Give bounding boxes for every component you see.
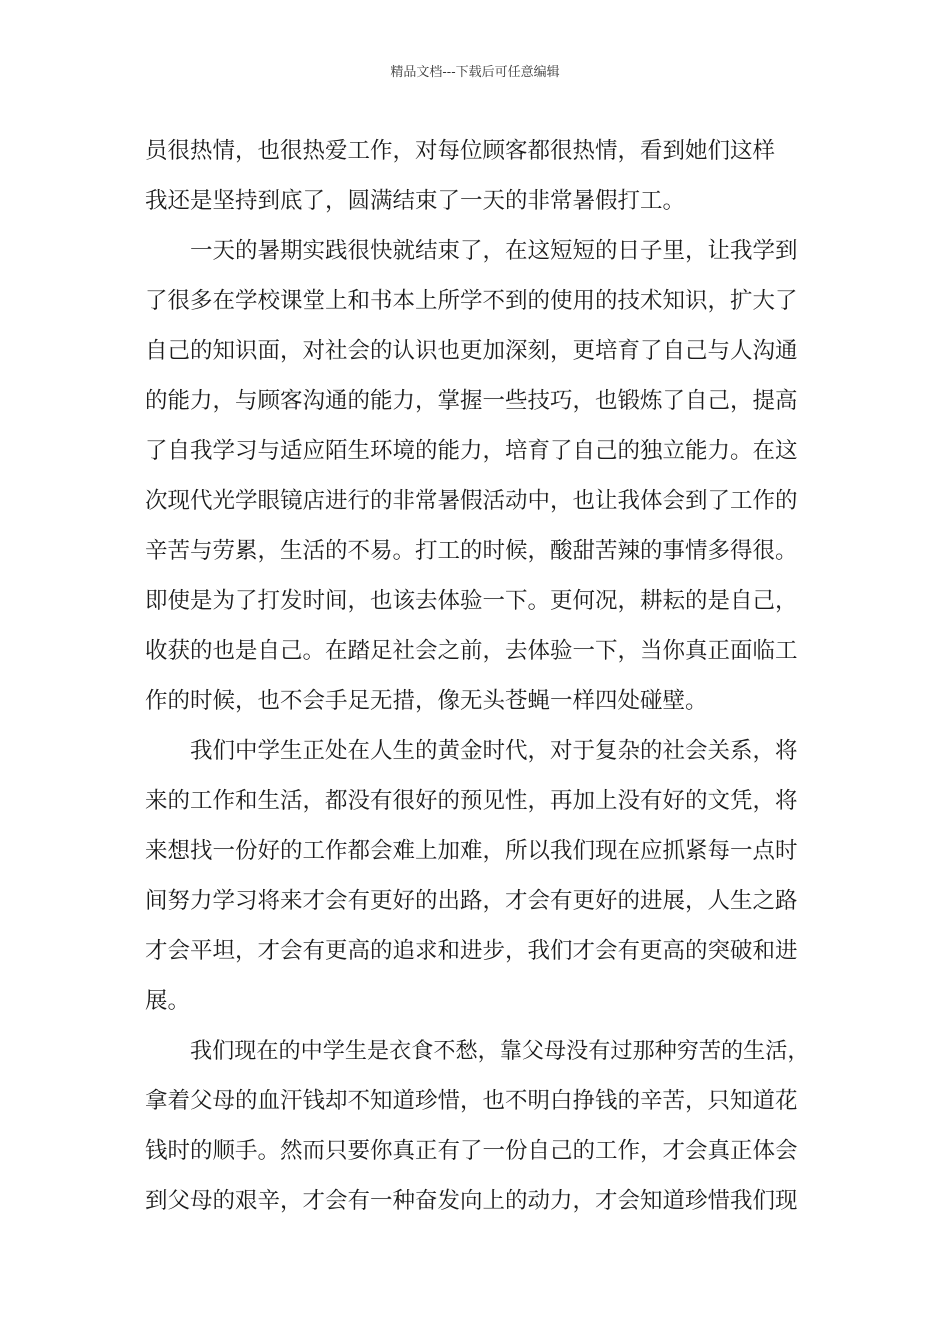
text-line: 员很热情，也很热爱工作，对每位顾客都很热情，看到她们这样 <box>145 138 776 164</box>
text-line: 我还是坚持到底了，圆满结束了一天的非常暑假打工。 <box>145 188 686 214</box>
text-line: 作的时候，也不会手足无措，像无头苍蝇一样四处碰壁。 <box>145 688 708 714</box>
text-line: 了很多在学校课堂上和书本上所学不到的使用的技术知识，扩大了 <box>145 288 798 314</box>
text-line: 才会平坦，才会有更高的追求和进步，我们才会有更高的突破和进 <box>145 938 798 964</box>
page-header: 精品文档---下载后可任意编辑 <box>390 65 560 80</box>
text-line: 了自我学习与适应陌生环境的能力，培育了自己的独立能力。在这 <box>145 438 798 464</box>
text-line: 一天的暑期实践很快就结束了，在这短短的日子里，让我学到 <box>190 238 798 264</box>
text-line: 我们现在的中学生是衣食不愁，靠父母没有过那种穷苦的生活， <box>190 1038 810 1064</box>
text-line: 钱时的顺手。然而只要你真正有了一份自己的工作，才会真正体会 <box>145 1138 798 1164</box>
text-line: 即使是为了打发时间，也该去体验一下。更何况，耕耘的是自己， <box>145 588 798 614</box>
text-line: 我们中学生正处在人生的黄金时代，对于复杂的社会关系，将 <box>190 738 798 764</box>
text-line: 收获的也是自己。在踏足社会之前，去体验一下，当你真正面临工 <box>145 638 798 664</box>
text-line: 拿着父母的血汗钱却不知道珍惜，也不明白挣钱的辛苦，只知道花 <box>145 1088 798 1114</box>
text-line: 次现代光学眼镜店进行的非常暑假活动中，也让我体会到了工作的 <box>145 488 798 514</box>
text-line: 自己的知识面，对社会的认识也更加深刻，更培育了自己与人沟通 <box>145 338 798 364</box>
text-line: 到父母的艰辛，才会有一种奋发向上的动力，才会知道珍惜我们现 <box>145 1188 798 1214</box>
text-line: 间努力学习将来才会有更好的出路，才会有更好的进展，人生之路 <box>145 888 798 914</box>
text-line: 的能力，与顾客沟通的能力，掌握一些技巧，也锻炼了自己，提高 <box>145 388 798 414</box>
text-line: 来的工作和生活，都没有很好的预见性，再加上没有好的文凭，将 <box>145 788 798 814</box>
body-text <box>145 126 810 1226</box>
text-line: 来想找一份好的工作都会难上加难，所以我们现在应抓紧每一点时 <box>145 838 798 864</box>
text-line: 展。 <box>145 988 191 1014</box>
text-line: 辛苦与劳累，生活的不易。打工的时候，酸甜苦辣的事情多得很。 <box>145 538 798 564</box>
